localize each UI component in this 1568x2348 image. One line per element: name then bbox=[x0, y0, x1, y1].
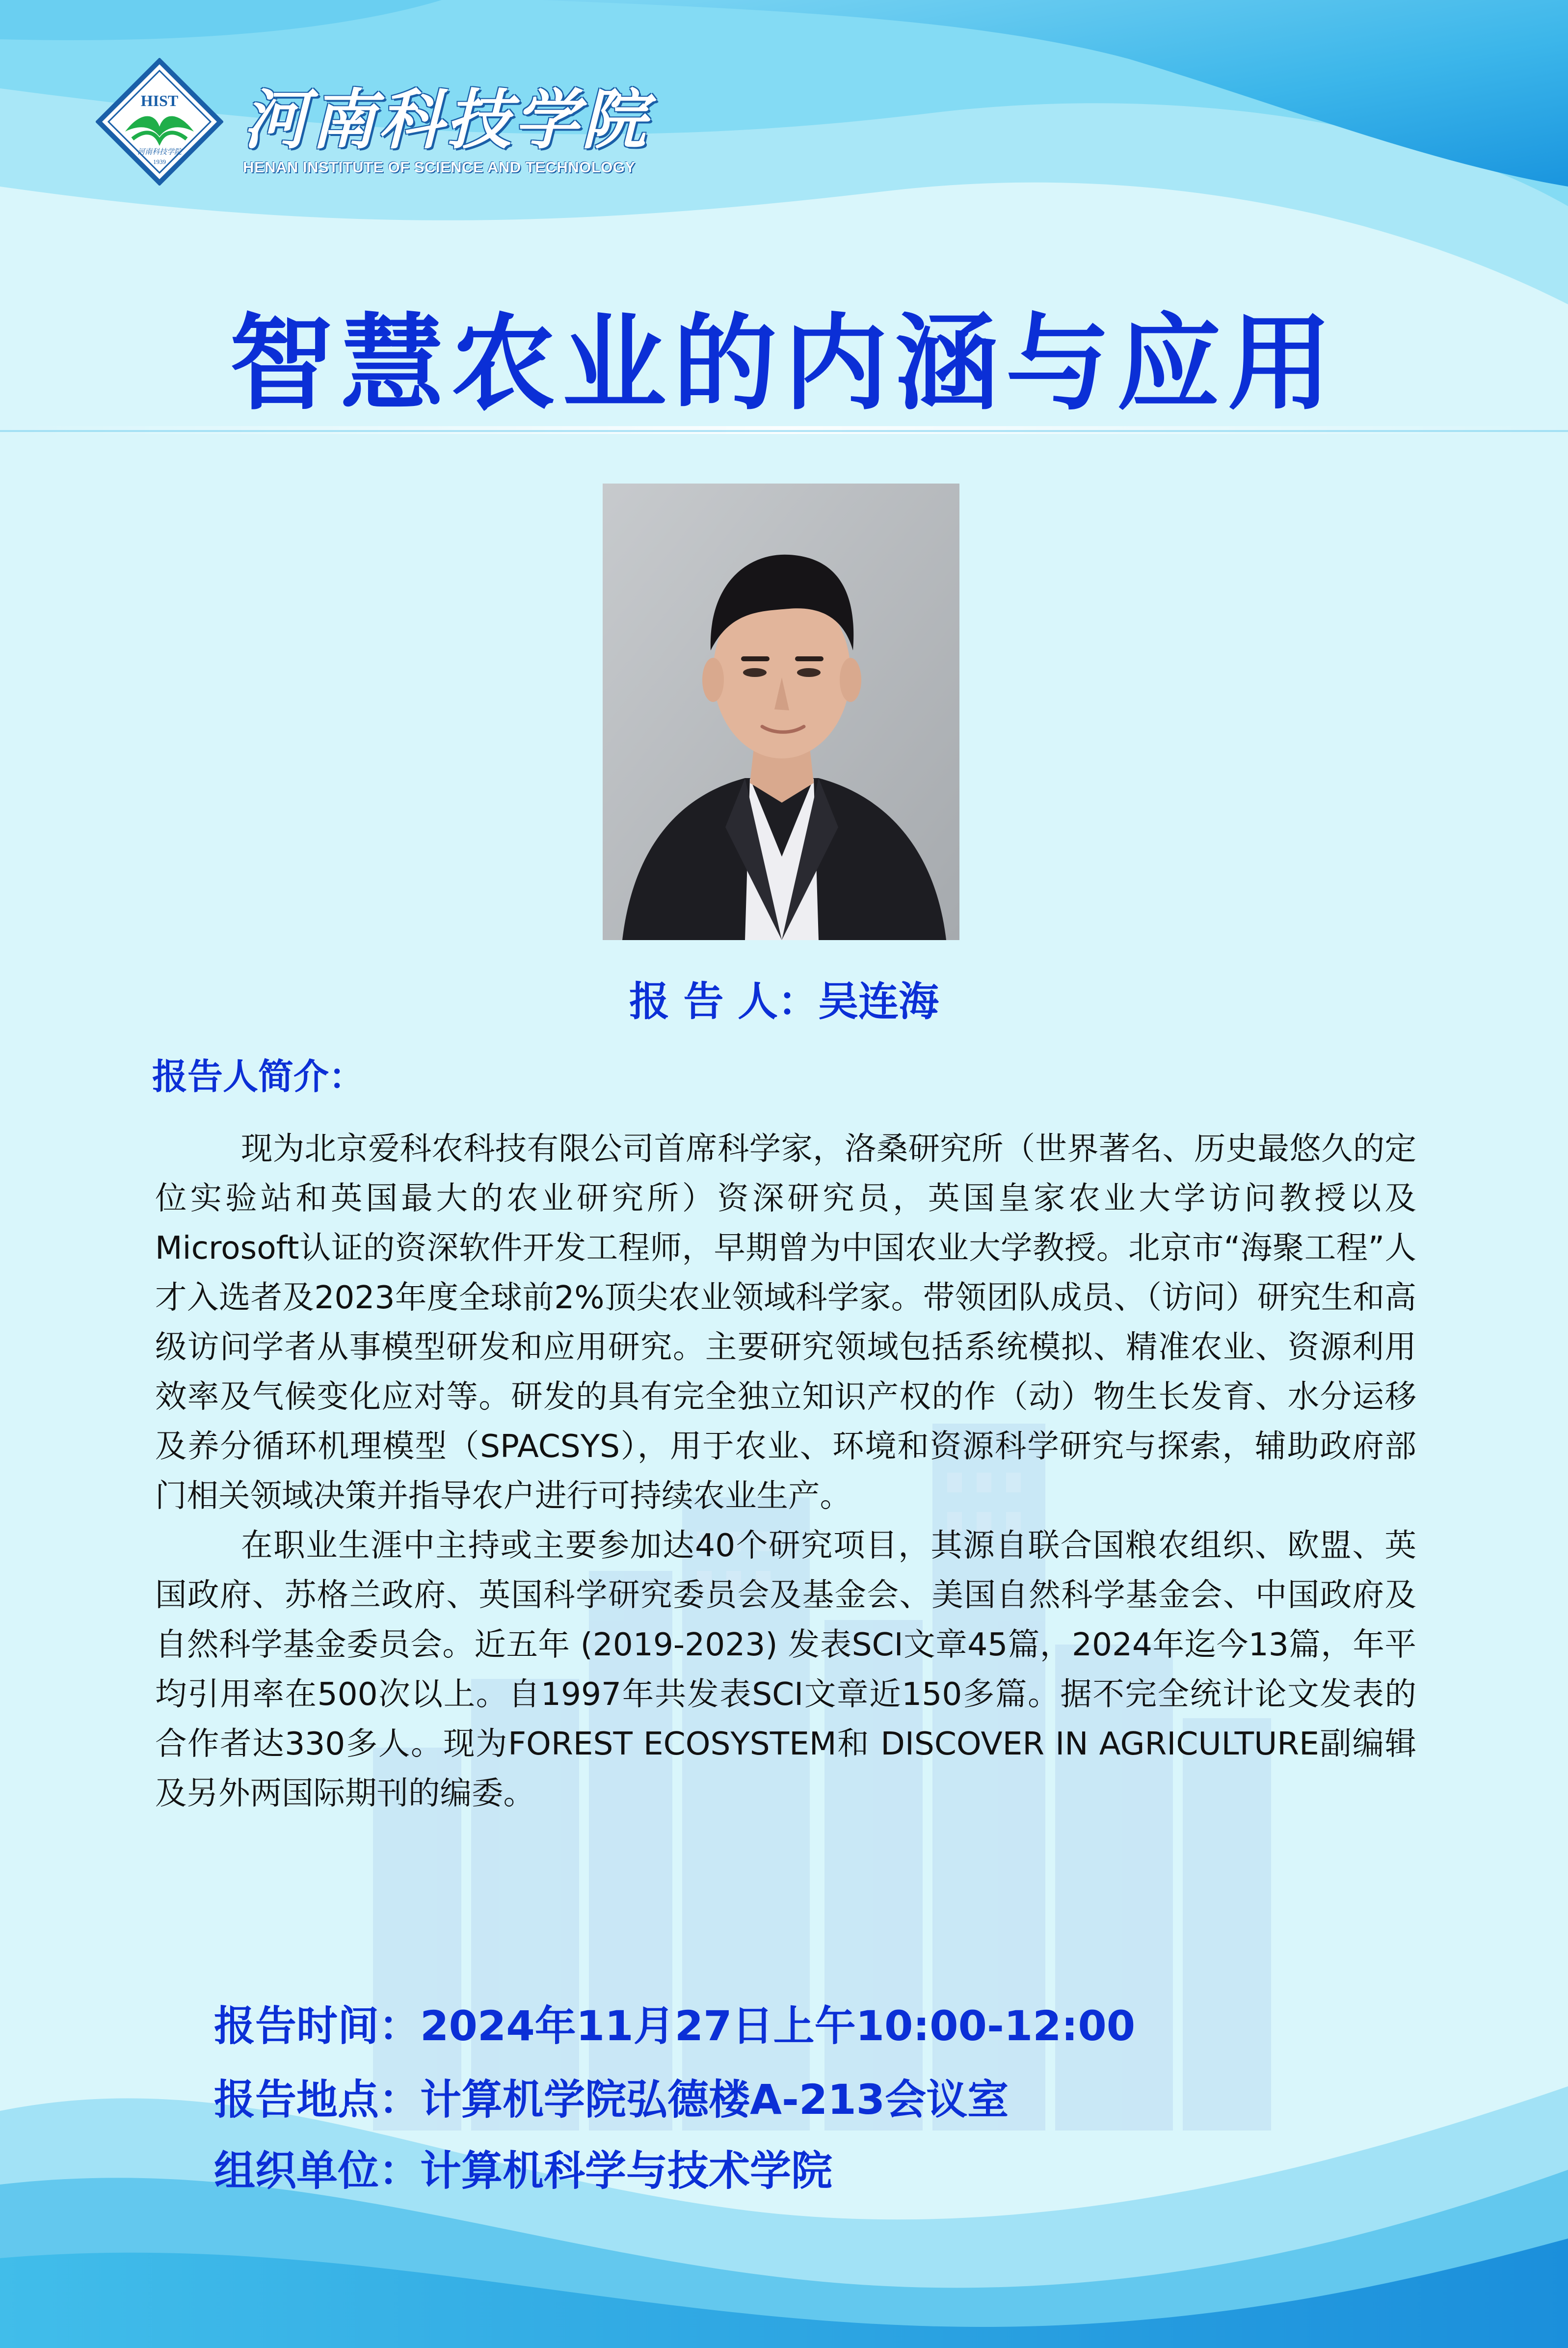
speaker-photo bbox=[603, 484, 959, 940]
organizer-value: 计算机科学与技术学院 bbox=[420, 2147, 833, 2195]
bio-paragraph-1: 现为北京爱科农科技有限公司首席科学家，洛桑研究所（世界著名、历史最悠久的定位实验站和英国最大的农业研究所）资深研究员，英国皇家农业大学访问教授以及Microsoft认证的资深软件开发工程师，早期曾为中国农业大学教授。北京市“海聚工程”人才入选者及2023年度全球前2%顶尖农业领域科学家。带领团队成员、（访问）研究生和高级访问学者从事模型研发和应用研究。主要研究领域包括系统模拟、精准农业、资源利用效率及气候变化应对等。研发的具有完全独立知识产权的作（动）物生长发育、水分运移及养分循环机理模型（SPACSYS），用于农业、环境和资源科学研究与探索，辅助政府部门相关领域决策并指导农户进行可持续农业生产。 bbox=[155, 1131, 1416, 1514]
logo-text-cn: 河南科技学院 bbox=[243, 82, 649, 158]
bio-paragraph-2: 在职业生涯中主持或主要参加达40个研究项目，其源自联合国粮农组织、欧盟、英国政府、苏格兰政府、英国科学研究委员会及基金会、美国自然科学基金会、中国政府及自然科学基金委员会。近五年 (2019-2023) 发表SCI文章45篇，2024年迄今13篇，年平均引用率在500次以上。自1997年共发表SCI文章近150多篇。据不完全统计论文发表的合作者达330多人。现为FOREST ECOSYSTEM和 DISCOVER IN AGRICULTURE副编辑及另外两国际期刊的编委。 bbox=[155, 1527, 1416, 1812]
report-place bbox=[214, 2067, 1009, 2126]
report-place-value: 计算机学院弘德楼A-213会议室 bbox=[420, 2076, 1009, 2124]
emblem-abbr: HIST bbox=[140, 92, 179, 109]
bio-body bbox=[155, 1124, 1416, 1818]
report-time bbox=[214, 1993, 1135, 2052]
speaker-name: 吴连海 bbox=[818, 978, 939, 1025]
emblem-year: 1939 bbox=[153, 158, 166, 165]
speaker-label: 报 告 人： bbox=[629, 978, 819, 1025]
organizer bbox=[214, 2138, 832, 2197]
report-time-value: 2024年11月27日上午10:00-12:00 bbox=[420, 2002, 1136, 2050]
organizer-label: 组织单位： bbox=[214, 2147, 421, 2195]
logo-text-en: HENAN INSTITUTE OF SCIENCE AND TECHNOLOGY bbox=[243, 159, 636, 176]
emblem-cn: 河南科技学院 bbox=[137, 147, 182, 156]
poster-title: 智慧农业的内涵与应用 bbox=[229, 303, 1339, 424]
report-time-label: 报告时间： bbox=[214, 2002, 421, 2050]
speaker-line bbox=[0, 970, 1568, 1027]
report-place-label: 报告地点： bbox=[214, 2076, 421, 2124]
hist-emblem-icon bbox=[96, 58, 223, 186]
bio-heading: 报告人简介： bbox=[152, 1056, 365, 1097]
school-logo bbox=[96, 58, 649, 186]
